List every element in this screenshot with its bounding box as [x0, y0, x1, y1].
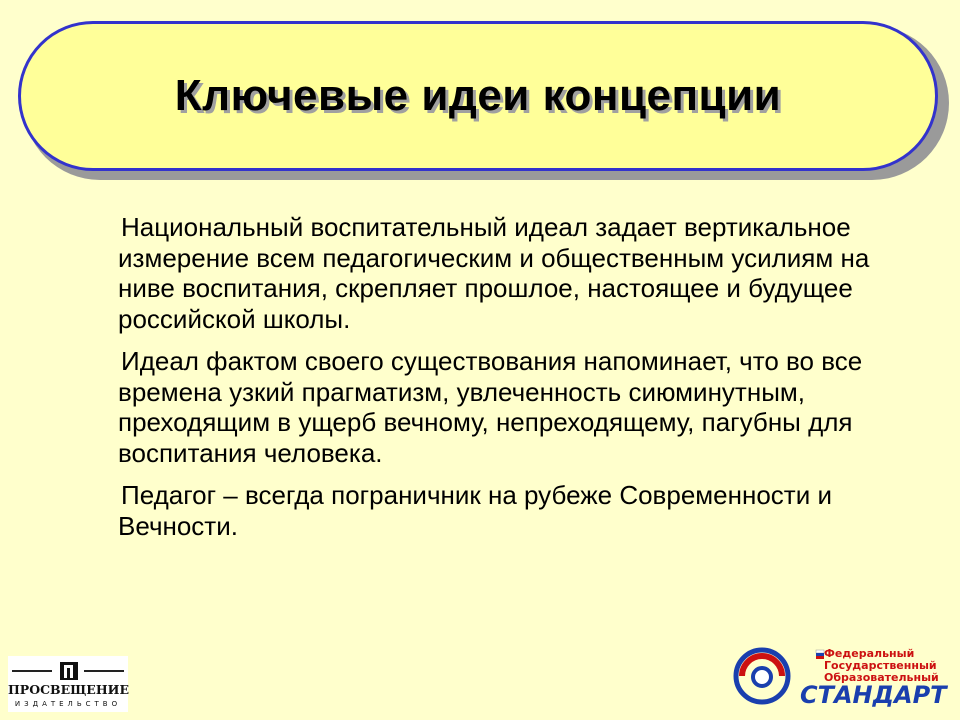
book-emblem-icon — [58, 660, 80, 682]
paragraph-existence: Идеал фактом своего существования напоминает, что во все времена узкий прагматизм, увлеченность сиюминутным, преходящим в ущерб вечному, непреходящему, пагубны для воспитания человека. — [118, 346, 863, 468]
paragraph-ideal: Национальный воспитательный идеал задает вертикальное измерение всем педагогическим и общественным усилиям на ниве воспитания, скрепляет прошлое, настоящее и будущее российской школы. — [118, 212, 870, 334]
logo-rule-left — [12, 670, 52, 672]
caption-line-1: Федеральный — [824, 647, 915, 660]
caption-line-2: Государственный — [824, 659, 937, 672]
paragraph-teacher: Педагог – всегда пограничник на рубеже Современности и Вечности. — [118, 480, 832, 541]
slide-title: Ключевые идеи концепции — [174, 71, 782, 120]
fgos-standard-logo — [732, 646, 946, 708]
logo-brand: СТАНДАРТ — [800, 681, 947, 709]
caption-line-3: Образовательный — [824, 671, 939, 684]
logo-rule-right — [84, 670, 124, 672]
logo-subtitle: ИЗДАТЕЛЬСТВО — [14, 700, 122, 708]
logo-name: ПРОСВЕЩЕНИЕ — [8, 682, 129, 697]
logo-caption — [824, 648, 944, 684]
slide-body — [118, 212, 888, 553]
prosveshchenie-logo — [8, 656, 128, 712]
